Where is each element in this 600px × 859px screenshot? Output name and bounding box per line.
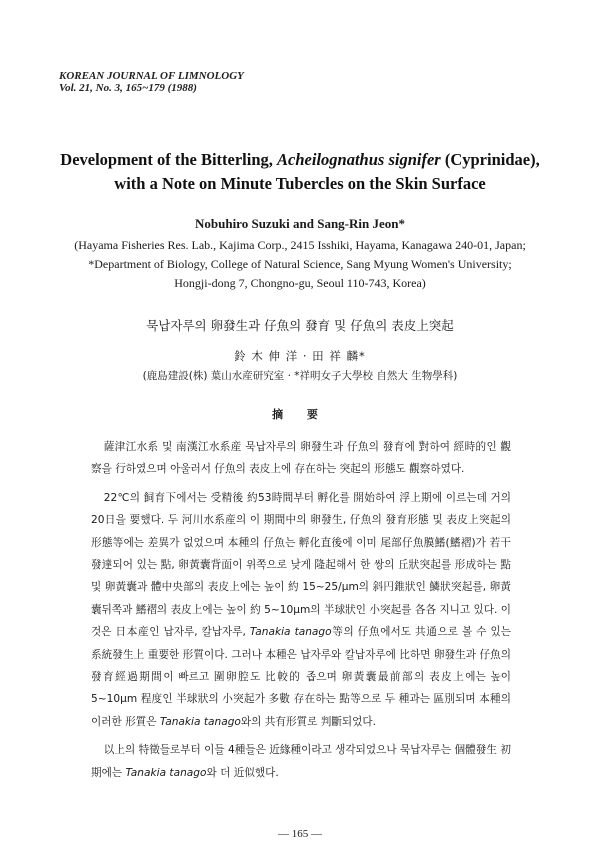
title-species: Acheilognathus signifer	[277, 150, 441, 169]
species-name: Tanakia tanago	[125, 766, 207, 779]
paper-title	[40, 148, 560, 196]
korean-title: 묵납자루의 卵發生과 仔魚의 發育 및 仔魚의 表皮上突起	[146, 318, 454, 333]
paragraph-text: 와의 共有形質로 判斷되었다.	[240, 715, 376, 728]
title-line-1	[40, 148, 560, 172]
affiliation-line-2: *Department of Biology, College of Natural Science, Sang Myung Women's University;	[88, 257, 512, 271]
species-name: Tanakia tanago	[159, 715, 241, 728]
paragraph-text: 와 더 近似했다.	[206, 766, 279, 779]
species-name: Tanakia tanago	[249, 626, 332, 639]
abstract-paragraph-3	[91, 739, 511, 784]
page-number: — 165 —	[278, 828, 322, 840]
journal-volume: Vol. 21, No. 3, 165~179 (1988)	[59, 82, 197, 94]
korean-authors: 鈴 木 伸 洋 · 田 祥 麟*	[234, 349, 366, 363]
paragraph-text: 22℃의 飼育下에서는 受精後 約53時間부터 孵化를 開始하여 浮上期에 이르는데 거의 20日을 要했다. 두 河川水系産의 이 期間中의 卵發生, 仔魚의 發育形態 및 表皮上突起의 形態等에는 差異가 없었으며 本種의 仔魚는 孵化直後에 이미 尾部仔魚膜鰭(鰭褶)가 若干 發達되어 있는 點, 卵黃囊背面이 위쪽으로 낮게 隆起해서 한 쌍의 丘狀突起를 形成하는 點 및 卵黃囊과 體中央部의 表皮上에는 높이 約 15~25/μm의 斜円錐狀인 鱗狀突起를, 卵黃囊뒤쪽과 鰭褶의 表皮上에는 높이 約 5~10μm의 半球狀인 小突起를 各各 지니고 있다. 이것은 日本産인 납자루, 칼납자루,	[91, 491, 511, 639]
title-family: (Cyprinidae),	[440, 150, 540, 169]
authors: Nobuhiro Suzuki and Sang-Rin Jeon*	[194, 216, 405, 231]
title-line-2: with a Note on Minute Tubercles on the Skin Surface	[114, 174, 486, 193]
abstract-heading: 摘 要	[272, 408, 328, 421]
affiliation-line-3: Hongji-dong 7, Chongno-gu, Seoul 110-743, Korea)	[174, 276, 426, 290]
affiliation-line-1: (Hayama Fisheries Res. Lab., Kajima Corp., 2415 Isshiki, Hayama, Kanagawa 240-01, Japan;	[74, 238, 526, 252]
abstract-paragraph-2	[91, 487, 511, 733]
paragraph-text: 等의 仔魚에서도 共通으로 볼 수 있는 系統發生上 重要한 形質이다. 그러나 本種은 납자루와 칼납자루에 比하면 卵發生과 仔魚의 發育經過期間이 빠르고 圍卵腔도 比較的 좁으며 卵黃囊最前部의 表皮上에는 높이 5~10μm 程度인 半球狀의 小突起가 多數 存在하는 點等으로 두 種과는 區別되며 本種의 이러한 形質은	[91, 626, 511, 728]
korean-affiliation: (鹿島建設(株) 葉山水産研究室 · *祥明女子大學校 自然大 生物學科)	[142, 370, 458, 382]
title-text: Development of the Bitterling,	[60, 150, 278, 169]
abstract-body	[91, 436, 511, 790]
paragraph-text: 以上의 特徵들로부터 이들 4種들은 近緣種이라고 생각되었으나 묵납자루는 個體發生 初期에는	[91, 744, 511, 779]
affiliations	[40, 236, 560, 293]
abstract-paragraph-1: 薩津江水系 및 南漢江水系産 묵납자루의 卵發生과 仔魚의 發育에 對하여 經時的인 觀察을 行하였으며 아울러서 仔魚의 表皮上에 存在하는 突起의 形態도 觀察하였다.	[91, 441, 511, 476]
journal-header	[59, 70, 244, 94]
journal-name: KOREAN JOURNAL OF LIMNOLOGY	[59, 70, 244, 82]
